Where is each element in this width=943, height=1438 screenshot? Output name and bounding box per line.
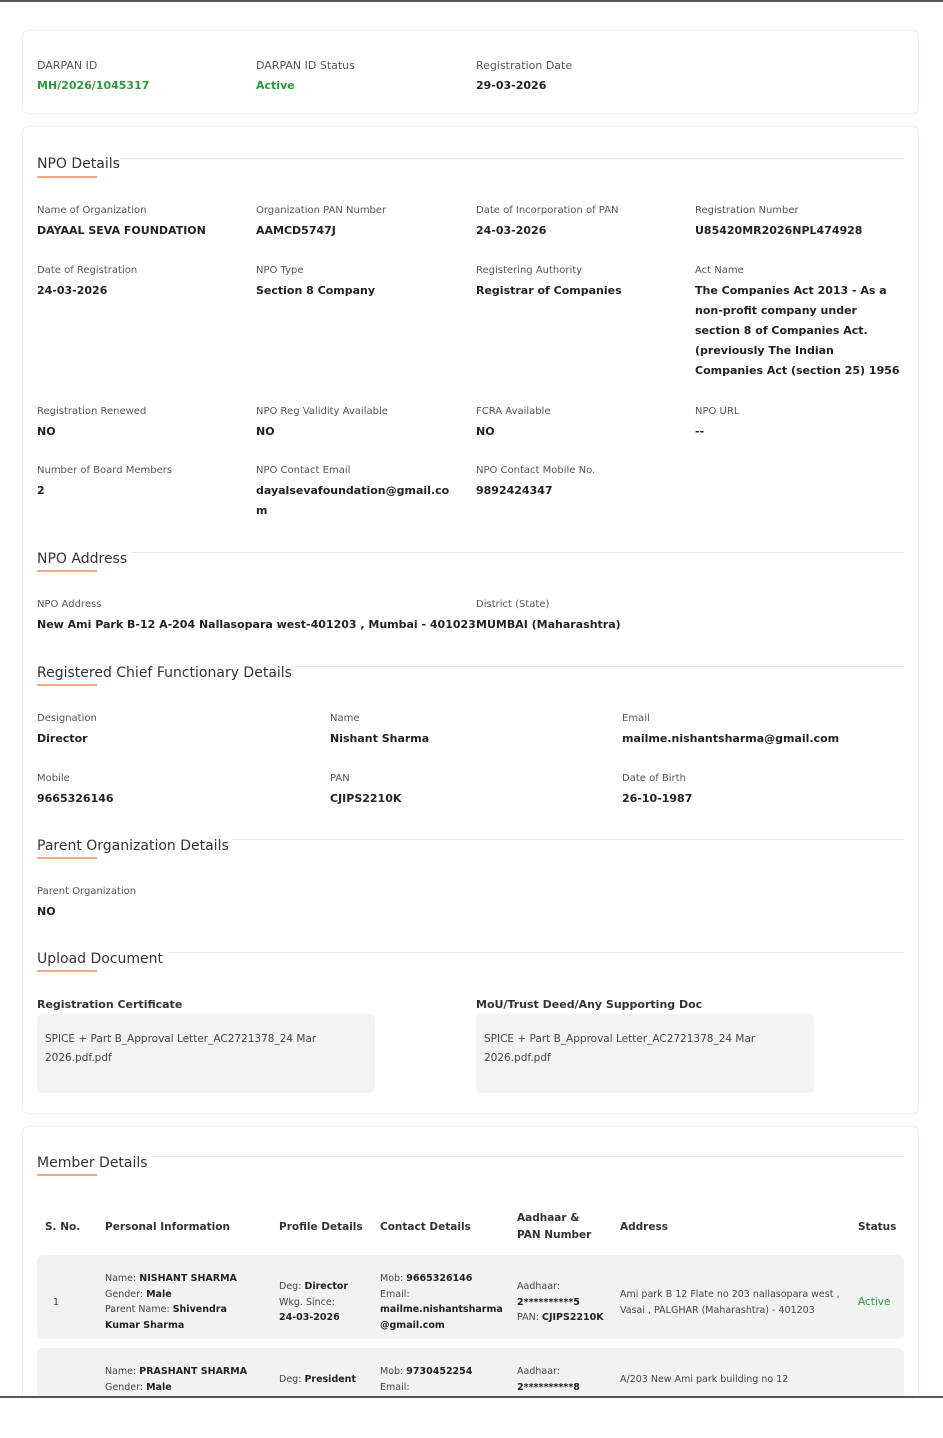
- chief-dob-label: Date of Birth: [622, 773, 686, 784]
- mou-file[interactable]: [476, 1014, 814, 1093]
- col-sno: S. No.: [45, 1221, 81, 1233]
- mou-title: MoU/Trust Deed/Any Supporting Doc: [476, 998, 703, 1011]
- parent-underline: [37, 857, 97, 859]
- chief-divider: [292, 666, 904, 667]
- row-profile-details: [279, 1279, 374, 1326]
- row-address: A/203 New Ami park building no 12: [620, 1374, 789, 1385]
- status-badge: Active: [858, 1296, 891, 1308]
- member-mob: 9730452254: [406, 1366, 473, 1377]
- row-personal-info: [105, 1364, 265, 1395]
- chief-underline: [37, 684, 97, 686]
- registration-date-value: 29-03-2026: [476, 79, 547, 92]
- upload-divider: [168, 952, 904, 953]
- col-profile: Profile Details: [279, 1221, 363, 1233]
- row-contact-details: [380, 1364, 506, 1395]
- name-label: Name:: [105, 1273, 137, 1284]
- act-name-value: The Companies Act 2013 - As a non-profit company under section 8 of Companies Act. (previously The Indian Companies Act (section 25) 1956: [695, 284, 900, 377]
- contact-mobile-label: NPO Contact Mobile No.: [476, 465, 596, 476]
- org-name-value: DAYAAL SEVA FOUNDATION: [37, 224, 206, 237]
- aadhaar-label: Aadhaar:: [517, 1366, 560, 1377]
- designation-label: Designation: [37, 713, 97, 724]
- row-aadhaar-pan: [517, 1279, 617, 1326]
- renewed-value: NO: [37, 425, 56, 438]
- darpan-id-label: DARPAN ID: [37, 59, 98, 72]
- district-label: District (State): [476, 599, 550, 610]
- reg-authority-value: Registrar of Companies: [476, 284, 622, 297]
- chief-name-value: Nishant Sharma: [330, 732, 430, 745]
- designation-value: Director: [37, 732, 88, 745]
- registration-date-label: Registration Date: [476, 59, 573, 72]
- chief-mobile-label: Mobile: [37, 773, 70, 784]
- member-divider: [152, 1156, 904, 1157]
- member-heading: Member Details: [37, 1155, 148, 1171]
- upload-heading: Upload Document: [37, 951, 164, 967]
- chief-pan-label: PAN: [330, 773, 350, 784]
- date-reg-value: 24-03-2026: [37, 284, 108, 297]
- email-label: Email:: [380, 1288, 410, 1300]
- row-sno: 1: [53, 1297, 60, 1308]
- renewed-label: Registration Renewed: [37, 406, 147, 417]
- fcra-value: NO: [476, 425, 495, 438]
- deg-label: Deg:: [279, 1374, 302, 1385]
- row-address: Ami park B 12 Flate no 203 nallasopara west , Vasai , PALGHAR (Maharashtra) - 401203: [620, 1289, 840, 1316]
- parent-name-label: Parent Name:: [105, 1304, 170, 1315]
- reg-cert-file[interactable]: [37, 1014, 375, 1093]
- chief-heading: Registered Chief Functionary Details: [37, 665, 292, 681]
- mou-filename: SPICE + Part B_Approval Letter_AC2721378_24 Mar 2026.pdf.pdf: [484, 1033, 756, 1064]
- npo-details-heading: NPO Details: [37, 156, 120, 172]
- darpan-status-value: Active: [256, 79, 295, 92]
- validity-label: NPO Reg Validity Available: [256, 406, 388, 417]
- district-value: MUMBAI (Maharashtra): [476, 618, 621, 631]
- member-pan: CJIPS2210K: [541, 1312, 604, 1323]
- npo-type-label: NPO Type: [256, 265, 304, 276]
- member-gender: Male: [146, 1381, 172, 1393]
- reg-cert-title: Registration Certificate: [37, 998, 183, 1011]
- npo-address-value: New Ami Park B-12 A-204 Nallasopara west-401203 , Mumbai - 401023: [37, 618, 476, 631]
- darpan-id-value: MH/2026/1045317: [37, 79, 150, 92]
- contact-email-label: NPO Contact Email: [256, 465, 351, 476]
- row-profile-details: [279, 1372, 356, 1388]
- member-aadhaar: 2**********8: [517, 1381, 580, 1393]
- chief-pan-value: CJIPS2210K: [330, 792, 402, 805]
- act-name-label: Act Name: [695, 265, 744, 276]
- since-label: Wkg. Since:: [279, 1296, 335, 1308]
- member-aadhaar: 2**********5: [517, 1296, 580, 1308]
- upload-underline: [37, 970, 97, 972]
- member-name: PRASHANT SHARMA: [139, 1366, 248, 1377]
- col-personal: Personal Information: [105, 1221, 230, 1233]
- fcra-label: FCRA Available: [476, 406, 551, 417]
- reg-authority-label: Registering Authority: [476, 265, 583, 276]
- member-email: mailme.nishantsharma@gmail.com: [380, 1304, 503, 1331]
- name-label: Name:: [105, 1366, 137, 1377]
- darpan-header-card: [22, 30, 919, 114]
- member-deg: President: [304, 1374, 356, 1385]
- org-pan-label: Organization PAN Number: [256, 205, 387, 216]
- mob-label: Mob:: [380, 1366, 404, 1377]
- validity-value: NO: [256, 425, 275, 438]
- gender-label: Gender:: [105, 1381, 144, 1393]
- member-underline: [37, 1174, 97, 1176]
- contact-email-value: dayalsevafoundation@gmail.com: [256, 484, 450, 517]
- row-aadhaar-pan: [517, 1364, 617, 1395]
- board-members-label: Number of Board Members: [37, 465, 173, 476]
- gender-label: Gender:: [105, 1288, 144, 1300]
- npo-url-label: NPO URL: [695, 406, 740, 417]
- row-contact-details: [380, 1271, 506, 1333]
- npo-address-underline: [37, 570, 97, 572]
- pan-date-value: 24-03-2026: [476, 224, 547, 237]
- deg-label: Deg:: [279, 1281, 302, 1292]
- org-name-label: Name of Organization: [37, 205, 147, 216]
- npo-address-label: NPO Address: [37, 599, 102, 610]
- chief-mobile-value: 9665326146: [37, 792, 114, 805]
- mob-label: Mob:: [380, 1273, 404, 1284]
- col-address: Address: [620, 1221, 668, 1233]
- date-reg-label: Date of Registration: [37, 265, 138, 276]
- reg-cert-filename: SPICE + Part B_Approval Letter_AC2721378_24 Mar 2026.pdf.pdf: [45, 1033, 317, 1064]
- chief-email-value: mailme.nishantsharma@gmail.com: [622, 732, 840, 745]
- row-personal-info: [105, 1271, 265, 1333]
- npo-address-divider: [132, 552, 904, 553]
- parent-heading: Parent Organization Details: [37, 838, 229, 854]
- npo-details-underline: [37, 176, 97, 178]
- chief-email-label: Email: [622, 713, 650, 724]
- npo-url-value: --: [695, 425, 705, 438]
- aadhaar-label: Aadhaar:: [517, 1281, 560, 1292]
- board-members-value: 2: [37, 484, 45, 497]
- chief-name-label: Name: [330, 713, 360, 724]
- org-pan-value: AAMCD5747J: [256, 224, 336, 237]
- parent-divider: [232, 839, 904, 840]
- email-label: Email:: [380, 1381, 410, 1393]
- parent-org-value: NO: [37, 905, 56, 918]
- col-status: Status: [858, 1221, 897, 1233]
- darpan-status-label: DARPAN ID Status: [256, 59, 355, 72]
- parent-org-label: Parent Organization: [37, 886, 137, 897]
- pan-label: PAN:: [517, 1312, 539, 1323]
- reg-number-label: Registration Number: [695, 205, 799, 216]
- member-name: NISHANT SHARMA: [139, 1273, 237, 1284]
- npo-type-value: Section 8 Company: [256, 284, 376, 297]
- pan-date-label: Date of Incorporation of PAN: [476, 205, 619, 216]
- reg-number-value: U85420MR2026NPL474928: [695, 224, 863, 237]
- member-parent: Shivendra Kumar Sharma: [105, 1304, 227, 1331]
- member-mob: 9665326146: [406, 1273, 473, 1284]
- npo-address-heading: NPO Address: [37, 551, 128, 567]
- col-aadhaar: Aadhaar & PAN Number: [517, 1212, 592, 1241]
- chief-dob-value: 26-10-1987: [622, 792, 693, 805]
- member-deg: Director: [304, 1281, 349, 1292]
- col-contact: Contact Details: [380, 1221, 471, 1233]
- contact-mobile-value: 9892424347: [476, 484, 553, 497]
- member-gender: Male: [146, 1288, 172, 1300]
- member-since: 24-03-2026: [279, 1312, 340, 1323]
- npo-details-divider: [120, 158, 904, 159]
